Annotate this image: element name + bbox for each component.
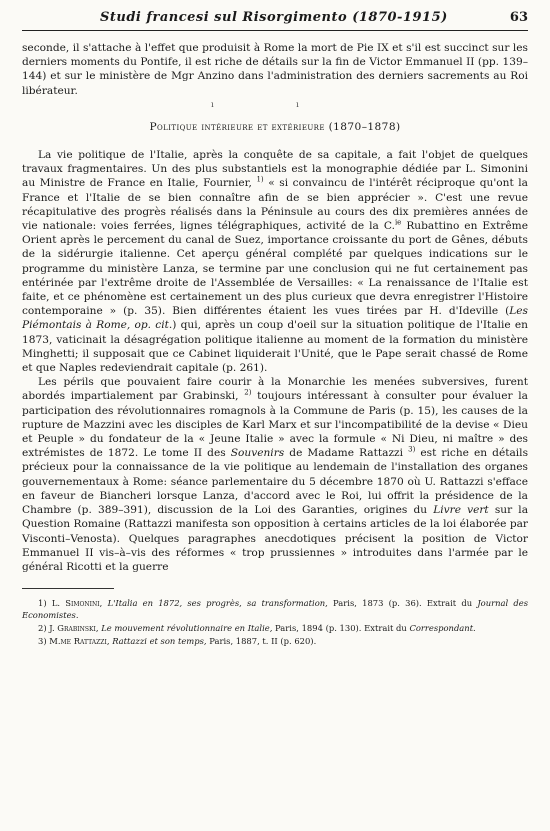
footnote-2	[22, 622, 528, 634]
intro-paragraph: seconde, il s'attache à l'effet que produisit à Rome la mort de Pie IX et s'il est succinct sur les derniers moments du Pontife, il est riche de détails sur la fin de Victor Emmanuel II (pp. 139–144) et sur le ministère de Mgr Anzino dans l'administration des derniers sacrements au Roi libérateur.	[22, 42, 528, 97]
page	[22, 8, 528, 648]
section-heading: Politique intérieure et extérieure (1870–1878)	[149, 120, 401, 133]
footnote-title: L'Italia en 1872, ses progrès, sa transformation,	[107, 598, 328, 609]
paragraph-text: est riche en détails précieux pour la connaissance de la vie politique au lendemain de l'installation des organes gouvernementaux à Rome: séance parlementaire du 5 décembre 1870 où U. Rattazzi s'efface en faveur de Biancheri lorsque Lanza, d'accord avec le Roi, lui offrit la présidence de la Chambre (p. 389–391), discussion de la Loi des Garanties, origines du	[22, 447, 529, 517]
footnote-journal: Correspondant.	[409, 623, 476, 634]
print-marks: ı ı	[211, 99, 339, 109]
footnote-text: Paris, 1873 (p. 36). Extrait du	[327, 598, 478, 609]
footnote-ref-2[interactable]: 2)	[244, 388, 252, 397]
paragraph-text: toujours intéressant à consulter pour évaluer la participation des révolutionnaires romagnols à la Commune de Paris (p. 15), les causes de la rupture de Mazzini avec les disciples de Karl Marx et sur l'incompatibilité de la devise « Dieu et Peuple » du fondateur de la « Jeune Italie » avec la formule « Ni Dieu, ni maître » des extrémistes de 1872. Le tome II des	[22, 390, 528, 460]
paragraph-text: Les périls que pouvaient faire courir à la Monarchie les menées subversives, furent abordés impartialement par Grabinski,	[22, 376, 528, 403]
page-number: 63	[509, 10, 528, 25]
footnote-ref-1[interactable]: 1)	[256, 175, 264, 184]
italic-title: Livre vert	[433, 504, 489, 517]
paragraph-text: Rubattino en Extrême Orient après le percement du canal de Suez, importance croissante du port de Gênes, débuts de la sidérurgie italienne. Cet aperçu général complété par quelques indications sur le programme du ministère Lanza, se termine par une conclusion qui ne fut certainement pas entérinée par l'extrême droite de l'Assemblée de Versailles: « La renaissance de l'Italie est faite, et ce phénomène est certainement un des plus curieux que devra enregistrer l'Histoire contemporaine » (p. 35). Bien différentes étaient les vues tirées par H. d'Ideville (	[22, 220, 528, 318]
italic-title: Les Piémontais à Rome, op. cit.	[22, 305, 528, 332]
footnote-ref-3[interactable]: 3)	[408, 445, 416, 454]
footnote-number: 2)	[38, 623, 47, 634]
footnote-text: Paris, 1894 (p. 130). Extrait du	[272, 623, 410, 634]
superscript-ie: ie	[394, 218, 402, 227]
footnote-author: M.me Rattazzi,	[49, 636, 110, 647]
footnote-title: Le mouvement révolutionnaire en Italie,	[101, 623, 273, 634]
paragraph-text: La vie politique de l'Italie, après la conquête de sa capitale, a fait l'objet de quelques travaux fragmentaires. Un des plus substantiels est la monographie dédiée par L. Simonini au Ministre de France en Italie, Fournier,	[22, 149, 528, 190]
paragraph-text: de Madame Rattazzi	[284, 447, 404, 460]
footnote-author: L. Simonini,	[51, 598, 103, 609]
paragraph-text: « si convaincu de l'intérêt réciproque qu'ont la France et l'Italie de se bien connaître afin de se bien apprécier ». C'est une revue récapitulative des progrès réalisés dans la Péninsule au cours des dix premières années de vie nationale: voies ferrées, lignes télégraphiques, activité de la C.	[22, 177, 528, 233]
footnotes	[22, 597, 528, 647]
footnote-number: 3)	[38, 636, 47, 647]
paragraph-text: ) qui, après un coup d'oeil sur la situation politique de l'Italie en 1873, vaticinait la désagrégation politique italienne au moment de la formation du ministère Minghetti; il supposait que ce Cabinet liquiderait l'Unité, que le Pape serait chassé de Rome et que Naples redeviendrait capitale (p. 261).	[22, 319, 528, 375]
footnote-journal: Journal des Economistes.	[22, 598, 529, 621]
footnote-title: Rattazzi et son temps,	[112, 636, 207, 647]
paragraph-text: sur la Question Romaine (Rattazzi manifesta son opposition à certains articles de la loi élaborée par Visconti–Venosta). Quelques paragraphes anecdotiques précisent la position de Victor Emmanuel II vis–à–vis des réformes « trop prussiennes » introduites dans l'armée par le général Ricotti et la guerre	[22, 504, 529, 573]
running-header	[22, 8, 528, 31]
footnote-number: 1)	[38, 598, 47, 609]
footnote-divider	[22, 588, 114, 589]
paragraph-politics	[22, 148, 528, 375]
paragraph-subversion	[22, 375, 528, 574]
footnote-1	[22, 597, 528, 621]
running-title: Studi francesi sul Risorgimento (1870-1915)	[100, 10, 448, 25]
footnote-author: J. Grabinski,	[49, 623, 99, 634]
italic-title: Souvenirs	[230, 447, 285, 460]
body-text	[22, 41, 528, 574]
footnote-3	[22, 635, 528, 647]
footnote-text: Paris, 1887, t. II (p. 620).	[206, 636, 317, 647]
